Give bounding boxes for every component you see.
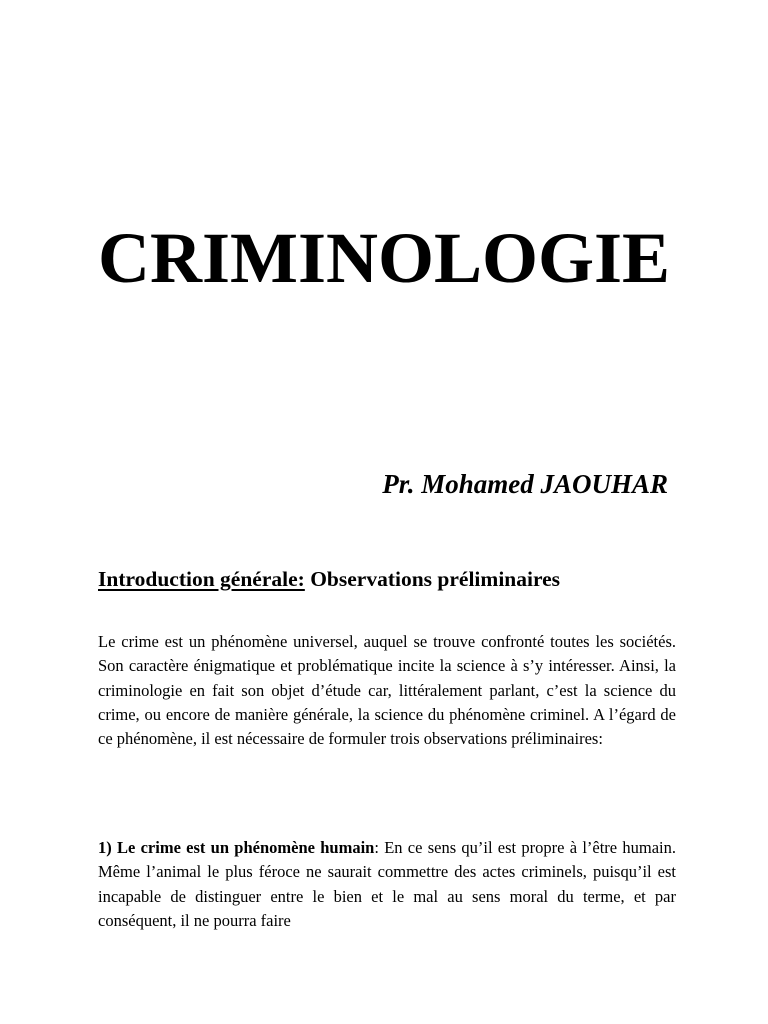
section-heading-text: Observations préliminaires <box>304 567 561 591</box>
section-heading <box>98 564 678 594</box>
document-title: CRIMINOLOGIE <box>97 218 671 298</box>
intro-paragraph: Le crime est un phénomène universel, auquel se trouve confronté toutes les sociétés. Son caractère énigmatique et problématique incite la science à s’y intéresser. Ainsi, la criminologie en fait son objet d’étude car, littéralement parlant, c’est la science du crime, ou encore de manière générale, la science du phénomène criminel. A l’égard de ce phénomène, il est nécessaire de formuler trois observations préliminaires: <box>98 632 676 749</box>
point-1-lead: 1) Le crime est un phénomène humain <box>98 838 375 857</box>
point-1-text: : En ce sens qu’il est propre à l’être humain. Même l’animal le plus féroce ne saurait commettre des actes criminels, puisqu’il est incapable de distinguer entre le bien et le mal au sens moral du terme, et par conséquent, il ne pourra faire <box>98 838 677 930</box>
point-1-paragraph <box>98 836 676 933</box>
section-heading-label: Introduction générale: <box>98 567 305 591</box>
author-name: Pr. Mohamed JAOUHAR <box>382 469 668 499</box>
